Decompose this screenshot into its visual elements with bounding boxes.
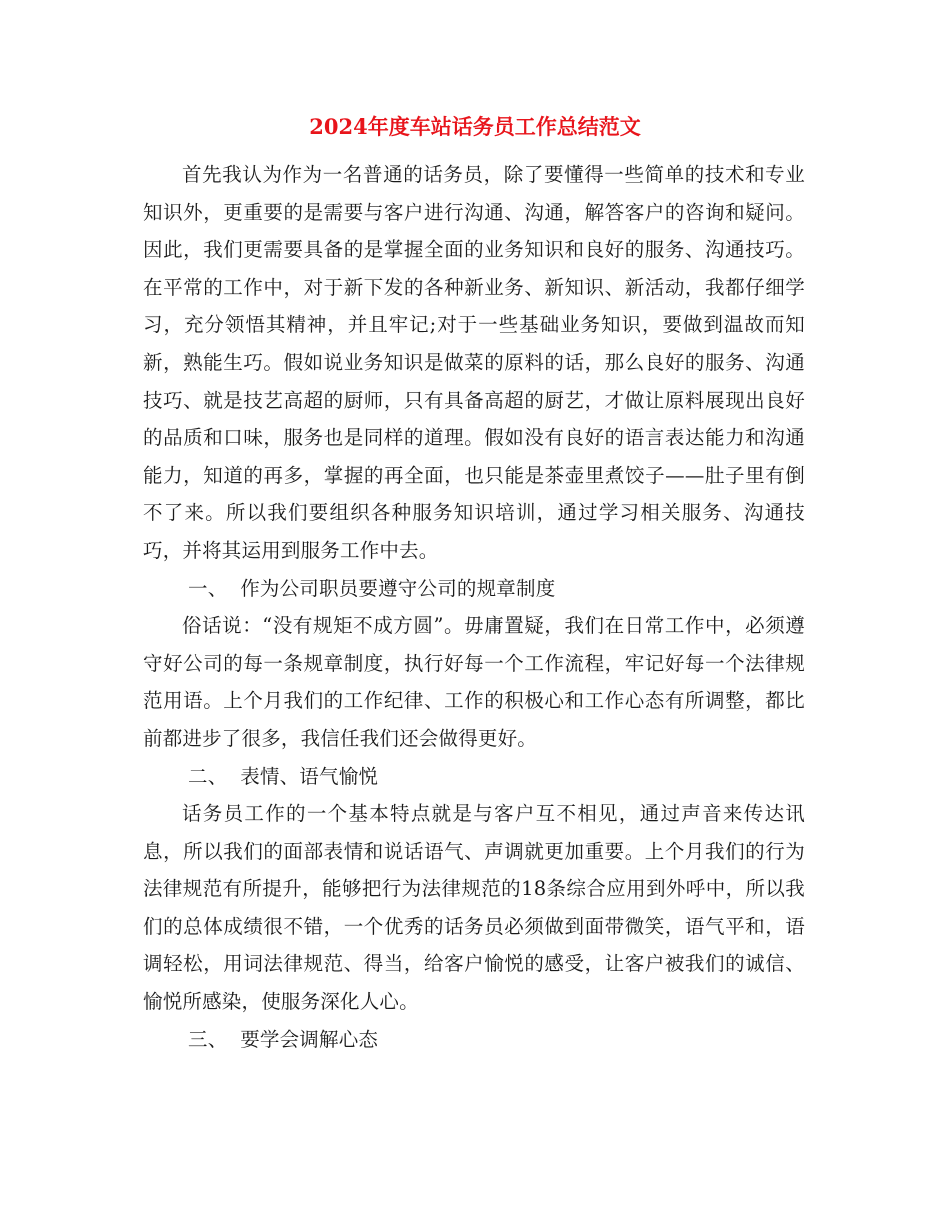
paragraph-expression: 话务员工作的一个基本特点就是与客户互不相见，通过声音来传达讯息，所以我们的面部表情和说话语气、声调就更加重要。上个月我们的行为法律规范有所提升，能够把行为法律规范的18条综合应用到外呼中，所以我们的总体成绩很不错，一个优秀的话务员必须做到面带微笑，语气平和，语调轻松，用词法律规范、得当，给客户愉悦的感受，让客户被我们的诚信、愉悦所感染，使服务深化人心。 bbox=[143, 802, 805, 1014]
paragraph-rules: 俗话说：“没有规矩不成方圆”。毋庸置疑，我们在日常工作中，必须遵守好公司的每一条规章制度，执行好每一个工作流程，牢记好每一个法律规范用语。上个月我们的工作纪律、工作的积极心和工作心态有所调整，都比前都进步了很多，我信任我们还会做得更好。 bbox=[143, 614, 805, 750]
section-heading-3: 三、 要学会调解心态 bbox=[188, 1027, 379, 1051]
section-heading-2: 二、 表情、语气愉悦 bbox=[188, 764, 379, 788]
paragraph-intro: 首先我认为作为一名普通的话务员，除了要懂得一些简单的技术和专业知识外，更重要的是需要与客户进行沟通、沟通，解答客户的咨询和疑问。因此，我们更需要具备的是掌握全面的业务知识和良好的服务、沟通技巧。在平常的工作中，对于新下发的各种新业务、新知识、新活动，我都仔细学习，充分领悟其精神，并且牢记;对于一些基础业务知识，要做到温故而知新，熟能生巧。假如说业务知识是做菜的原料的话，那么良好的服务、沟通技巧、就是技艺高超的厨师，只有具备高超的厨艺，才做让原料展现出良好的品质和口味，服务也是同样的道理。假如没有良好的语言表达能力和沟通能力，知道的再多，掌握的再全面，也只能是茶壶里煮饺子——肚子里有倒不了来。所以我们要组织各种服务知识培训，通过学习相关服务、沟通技巧，并将其运用到服务工作中去。 bbox=[143, 163, 805, 562]
section-heading-1: 一、 作为公司职员要遵守公司的规章制度 bbox=[188, 576, 556, 600]
document-body bbox=[143, 156, 805, 1058]
document-title: 2024年度车站话务员工作总结范文 bbox=[309, 114, 641, 139]
